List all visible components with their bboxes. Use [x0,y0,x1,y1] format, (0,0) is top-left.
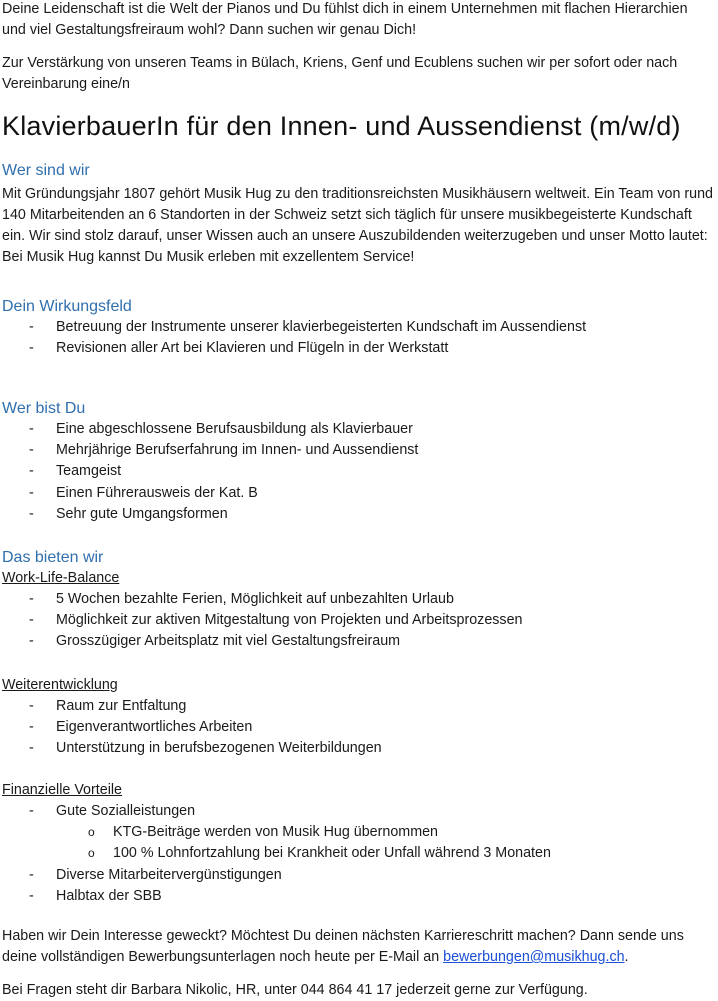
dash-marker: - [29,442,34,459]
list-item: - Halbtax der SBB [2,886,714,907]
bullet-list [2,801,714,822]
list-item: - Diverse Mitarbeitervergünstigungen [2,865,714,886]
list-item: o KTG-Beiträge werden von Musik Hug übernommen [2,822,714,843]
section-wer-bist-du [2,399,714,525]
dash-marker: - [29,319,34,335]
dash-marker: - [29,463,34,480]
section-das-bieten-wir [2,548,714,653]
list-item: - Betreuung der Instrumente unserer klavierbegeisterten Kundschaft im Aussendienst [2,317,714,338]
section-heading: Dein Wirkungsfeld [2,298,132,315]
list-item: - Eine abgeschlossene Berufsausbildung als Klavierbauer [2,419,714,440]
section-heading: Wer sind wir [2,162,90,179]
dash-marker: - [29,698,34,714]
dash-marker: - [29,866,34,883]
list-item: - Revisionen aller Art bei Klavieren und Flügeln in der Werkstatt [2,338,714,359]
list-item: - Sehr gute Umgangsformen [2,504,714,525]
list-item: - Raum zur Entfaltung [2,696,714,717]
circle-marker: o [88,846,95,861]
dash-marker: - [29,421,34,437]
list-item: - Gute Sozialleistungen [2,801,714,822]
dash-marker: - [29,887,34,904]
list-item: - Eigenverantwortliches Arbeiten [2,717,714,738]
sub-bullet-list [2,822,714,864]
list-item: - 5 Wochen bezahlte Ferien, Möglichkeit auf unbezahlten Urlaub [2,589,714,610]
bullet-list [2,419,714,525]
list-item: - Grosszügiger Arbeitsplatz mit viel Gestaltungsfreiraum [2,631,714,652]
section-wer-sind-wir [2,161,714,268]
dash-marker: - [29,612,34,629]
list-item: - Teamgeist [2,461,714,482]
section-heading: Wer bist Du [2,400,86,417]
list-item: - Möglichkeit zur aktiven Mitgestaltung von Projekten und Arbeitsprozessen [2,610,714,631]
dash-marker: - [29,803,34,819]
dash-marker: - [29,484,34,501]
job-title: KlavierbauerIn für den Innen- und Aussendienst (m/w/d) [2,111,681,141]
about-paragraph: Mit Gründungsjahr 1807 gehört Musik Hug zu den traditionsreichsten Musikhäusern weltweit. Ein Team von rund 140 Mitarbeitenden an 6 Standorten in der Schweiz setzt sich täglich für unsere musikbegeisterte Kundschaft ein. Wir sind stolz darauf, unser Wissen auch an unsere Auszubildenden weiterzugeben und unser Motto lautet: Bei Musik Hug kannst Du Musik erleben mit exzellentem Service! [2,186,713,265]
benefits-finanzielle-vorteile [2,780,714,907]
circle-marker: o [88,825,95,840]
list-item: - Einen Führerausweis der Kat. B [2,483,714,504]
closing-paragraph: Haben wir Dein Interesse geweckt? Möchtest Du deinen nächsten Karriereschritt machen? Dann sende uns deine vollständigen Bewerbungsunterlagen noch heute per E-Mail an bewerbungen@musikhug.ch. [2,928,684,965]
bullet-list [2,589,714,653]
list-item: - Mehrjährige Berufserfahrung im Innen- und Aussendienst [2,440,714,461]
section-heading: Das bieten wir [2,549,104,566]
section-wirkungsfeld [2,297,714,359]
dash-marker: - [29,591,34,607]
intro-paragraph-1: Deine Leidenschaft ist die Welt der Pianos und Du fühlst dich in einem Unternehmen mit flachen Hierarchien und viel Gestaltungsfreiraum wohl? Dann suchen wir genau Dich! [2,1,688,38]
dash-marker: - [29,719,34,736]
dash-marker: - [29,633,34,650]
list-item: o 100 % Lohnfortzahlung bei Krankheit oder Unfall während 3 Monaten [2,843,714,864]
subheading-finanzielle-vorteile: Finanzielle Vorteile [2,782,123,798]
bullet-list [2,865,714,907]
email-link[interactable]: bewerbungen@musikhug.ch [443,949,625,965]
benefits-weiterentwicklung [2,675,714,760]
bullet-list [2,317,714,359]
contact-paragraph: Bei Fragen steht dir Barbara Nikolic, HR, unter 044 864 41 17 jederzeit gerne zur Verfügung. [2,982,588,998]
subheading-work-life-balance: Work-Life-Balance [2,570,120,586]
dash-marker: - [29,740,34,757]
bullet-list [2,696,714,760]
dash-marker: - [29,340,34,357]
subheading-weiterentwicklung: Weiterentwicklung [2,677,118,693]
dash-marker: - [29,505,34,522]
list-item: - Unterstützung in berufsbezogenen Weiterbildungen [2,738,714,759]
intro-paragraph-2: Zur Verstärkung von unseren Teams in Bülach, Kriens, Genf und Ecublens suchen wir per sofort oder nach Vereinbarung eine/n [2,55,678,92]
